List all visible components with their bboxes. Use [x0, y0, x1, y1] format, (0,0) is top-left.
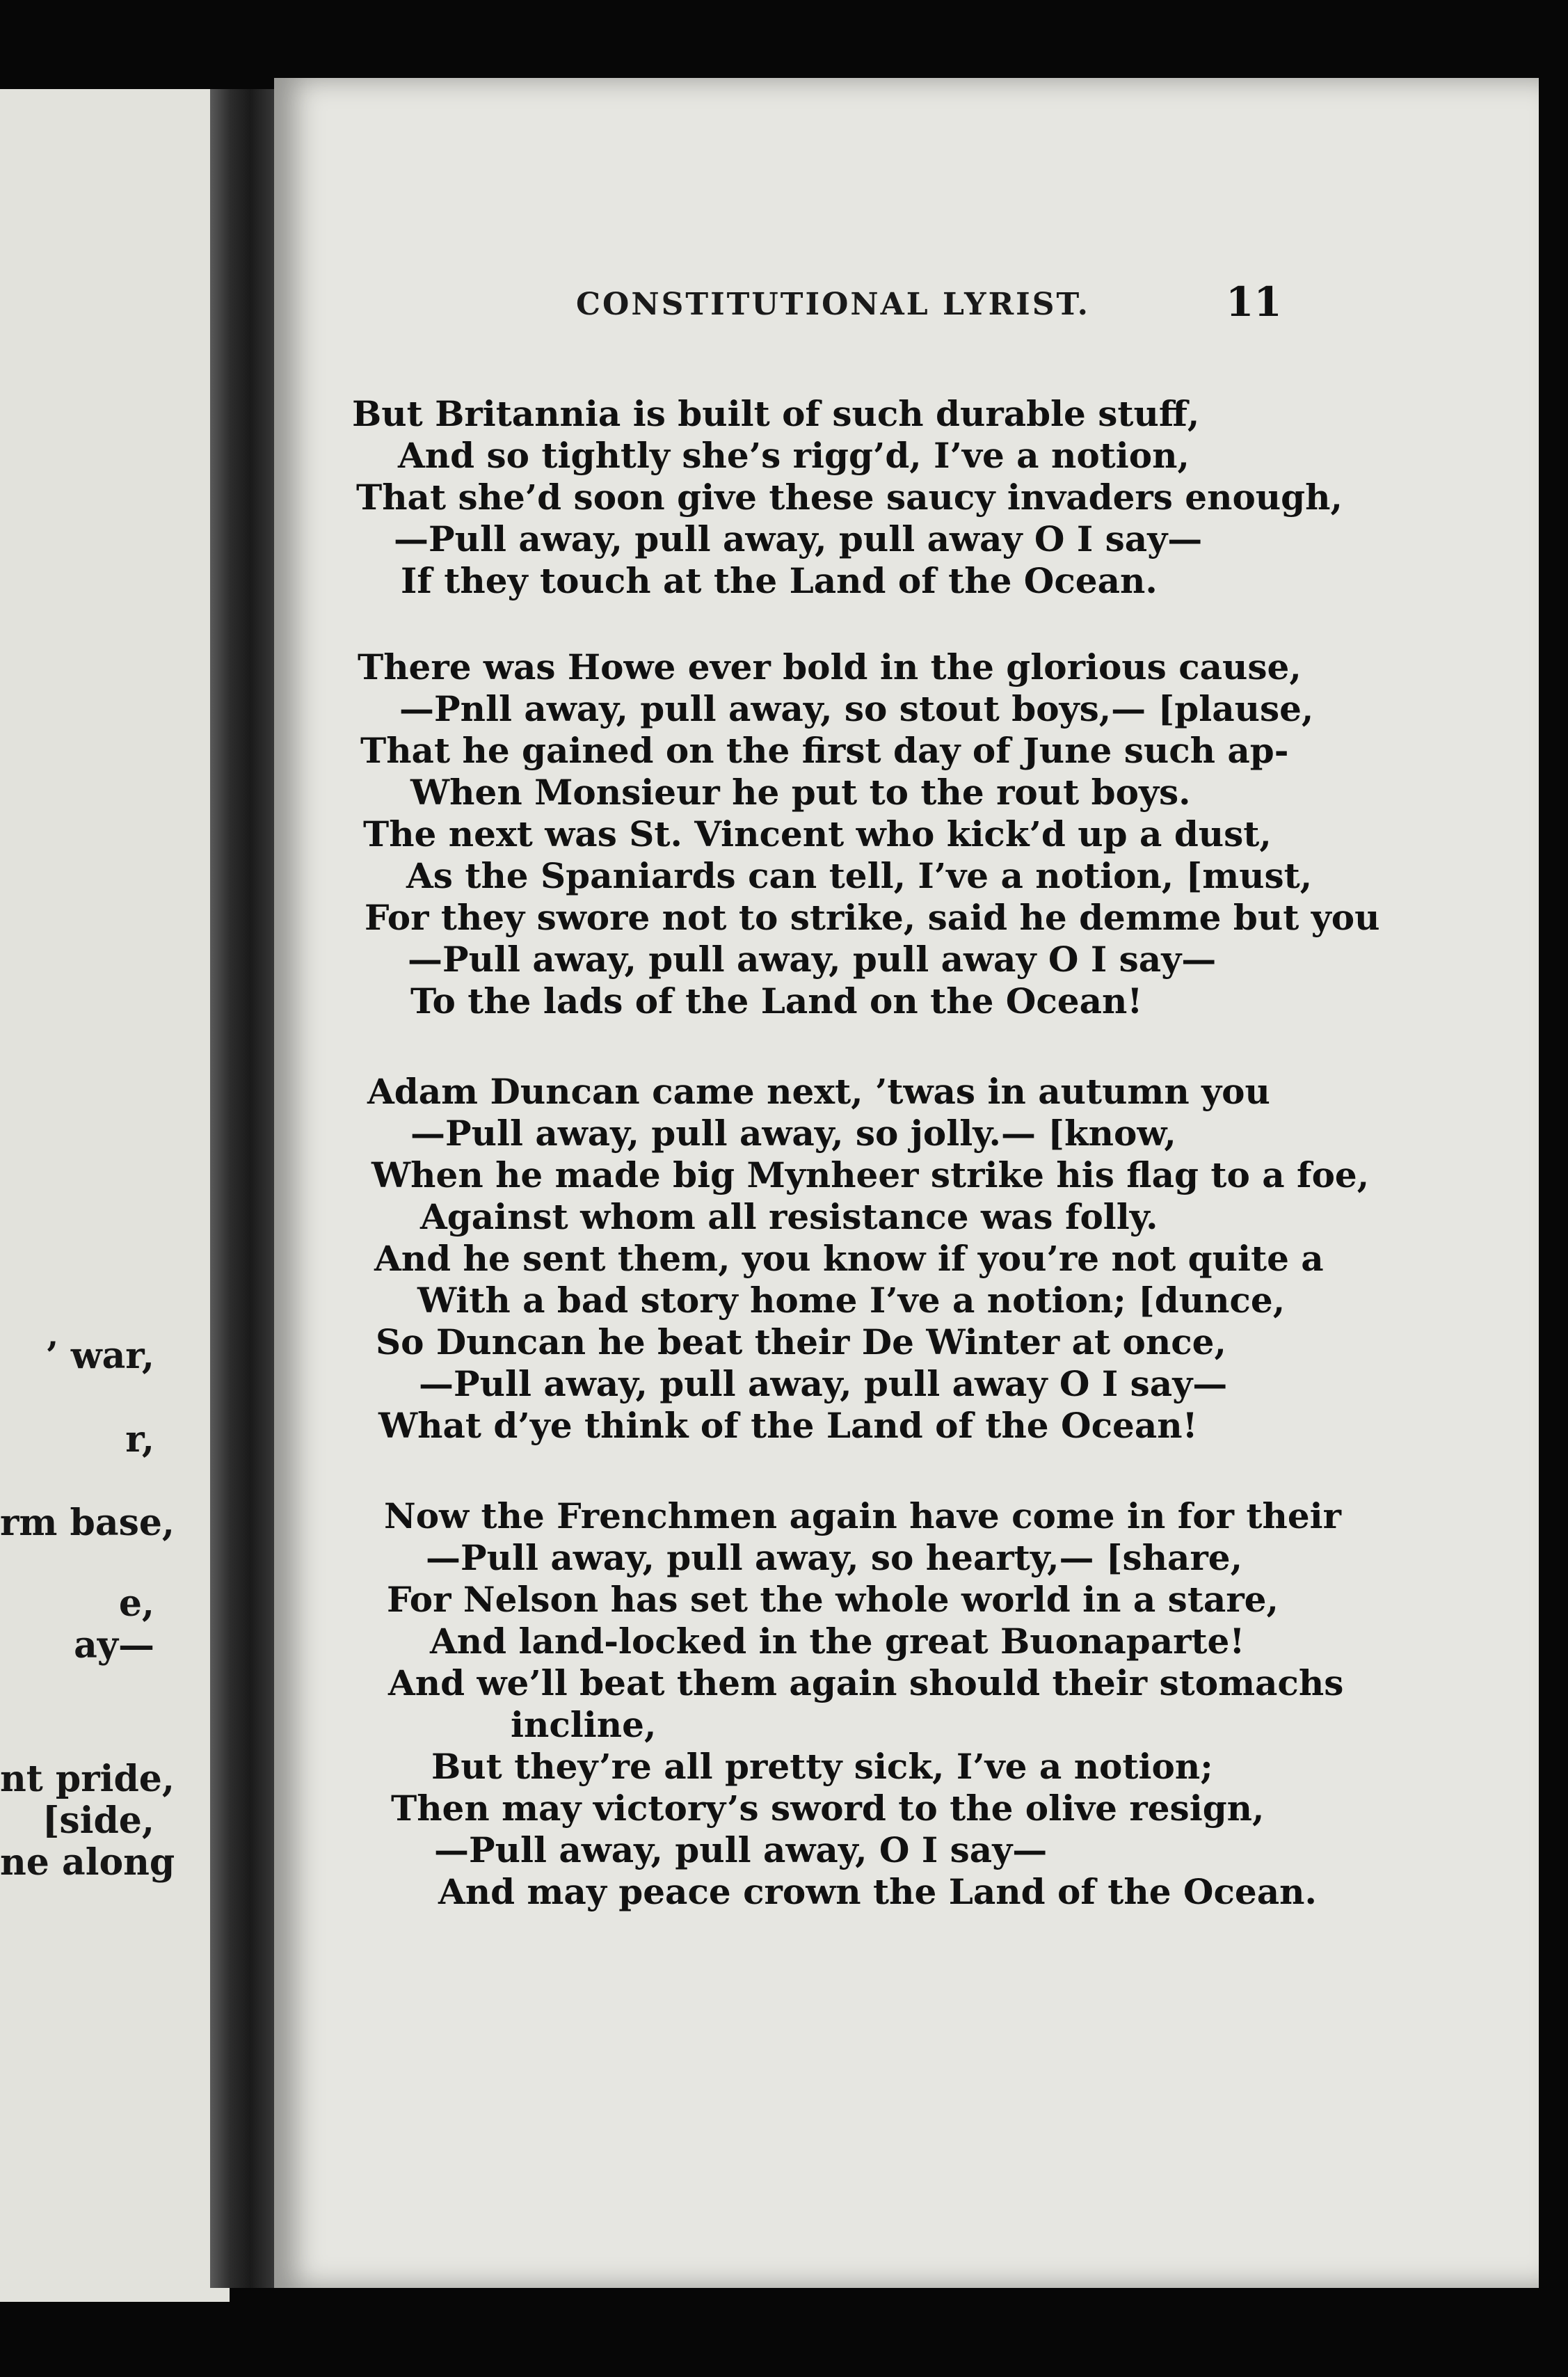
verse-line: —Pnll away, pull away, so stout boys,— [plause, [399, 688, 1314, 729]
verse-line: But Britannia is built of such durable stuff, [352, 393, 1200, 434]
verse-line: —Pull away, pull away, O I say— [434, 1829, 1048, 1870]
left-page-line: ’ war, [45, 1335, 154, 1377]
book-page [274, 78, 1539, 2288]
verse-line: With a bad story home I’ve a notion; [dunce, [417, 1280, 1286, 1321]
verse-line: —Pull away, pull away, pull away O I say— [419, 1363, 1228, 1404]
verse-line: Now the Frenchmen again have come in for their [384, 1495, 1341, 1536]
verse-line: And land-locked in the great Buonaparte! [430, 1621, 1245, 1662]
verse-line: As the Spaniards can tell, I’ve a notion, [must, [406, 855, 1313, 896]
verse-line: The next was St. Vincent who kick’d up a dust, [363, 813, 1272, 854]
verse-line: When he made big Mynheer strike his flag to a foe, [371, 1154, 1370, 1195]
verse-line: Adam Duncan came next, ’twas in autumn you [367, 1071, 1270, 1112]
running-title: CONSTITUTIONAL LYRIST. [576, 287, 1090, 322]
verse-line: But they’re all pretty sick, I’ve a notion; [431, 1746, 1213, 1787]
verse-line: That he gained on the first day of June such ap- [360, 730, 1289, 771]
verse-line: For Nelson has set the whole world in a stare, [387, 1579, 1279, 1620]
verse-line: When Monsieur he put to the rout boys. [410, 772, 1191, 813]
verse-line: That she’d soon give these saucy invaders enough, [356, 477, 1343, 518]
book-gutter [210, 89, 277, 2288]
verse-line: Against whom all resistance was folly. [420, 1196, 1158, 1237]
verse-line: And may peace crown the Land of the Ocean. [438, 1871, 1317, 1912]
verse-line: incline, [511, 1704, 657, 1745]
left-facing-page [0, 89, 230, 2302]
verse-line: To the lads of the Land on the Ocean! [410, 980, 1143, 1021]
verse-line: What d’ye think of the Land of the Ocean! [378, 1405, 1198, 1446]
left-page-line: ay— [74, 1624, 154, 1667]
verse-line: Then may victory’s sword to the olive resign, [391, 1788, 1265, 1829]
left-page-line: [side, [42, 1799, 154, 1842]
page-number: 11 [1226, 278, 1282, 326]
verse-line: And he sent them, you know if you’re not quite a [374, 1238, 1324, 1279]
verse-line: —Pull away, pull away, so hearty,— [share, [426, 1537, 1242, 1578]
verse-line: —Pull away, pull away, pull away O I say— [394, 518, 1203, 559]
verse-line: For they swore not to strike, said he demme but you [365, 897, 1380, 938]
left-page-line: e, [118, 1582, 154, 1625]
left-page-line: r, [125, 1418, 154, 1461]
verse-line: And so tightly she’s rigg’d, I’ve a notion, [398, 435, 1190, 476]
verse-line: If they touch at the Land of the Ocean. [401, 560, 1158, 601]
verse-line: And we’ll beat them again should their stomachs [388, 1662, 1344, 1703]
left-page-line: ne along [0, 1841, 175, 1884]
verse-line: There was Howe ever bold in the glorious cause, [358, 646, 1302, 687]
verse-line: So Duncan he beat their De Winter at once, [376, 1321, 1226, 1362]
left-page-line: rm base, [0, 1502, 175, 1544]
left-page-line: nt pride, [0, 1758, 175, 1800]
verse-line: —Pull away, pull away, so jolly.— [know, [410, 1113, 1176, 1154]
verse-line: —Pull away, pull away, pull away O I say— [408, 939, 1217, 980]
